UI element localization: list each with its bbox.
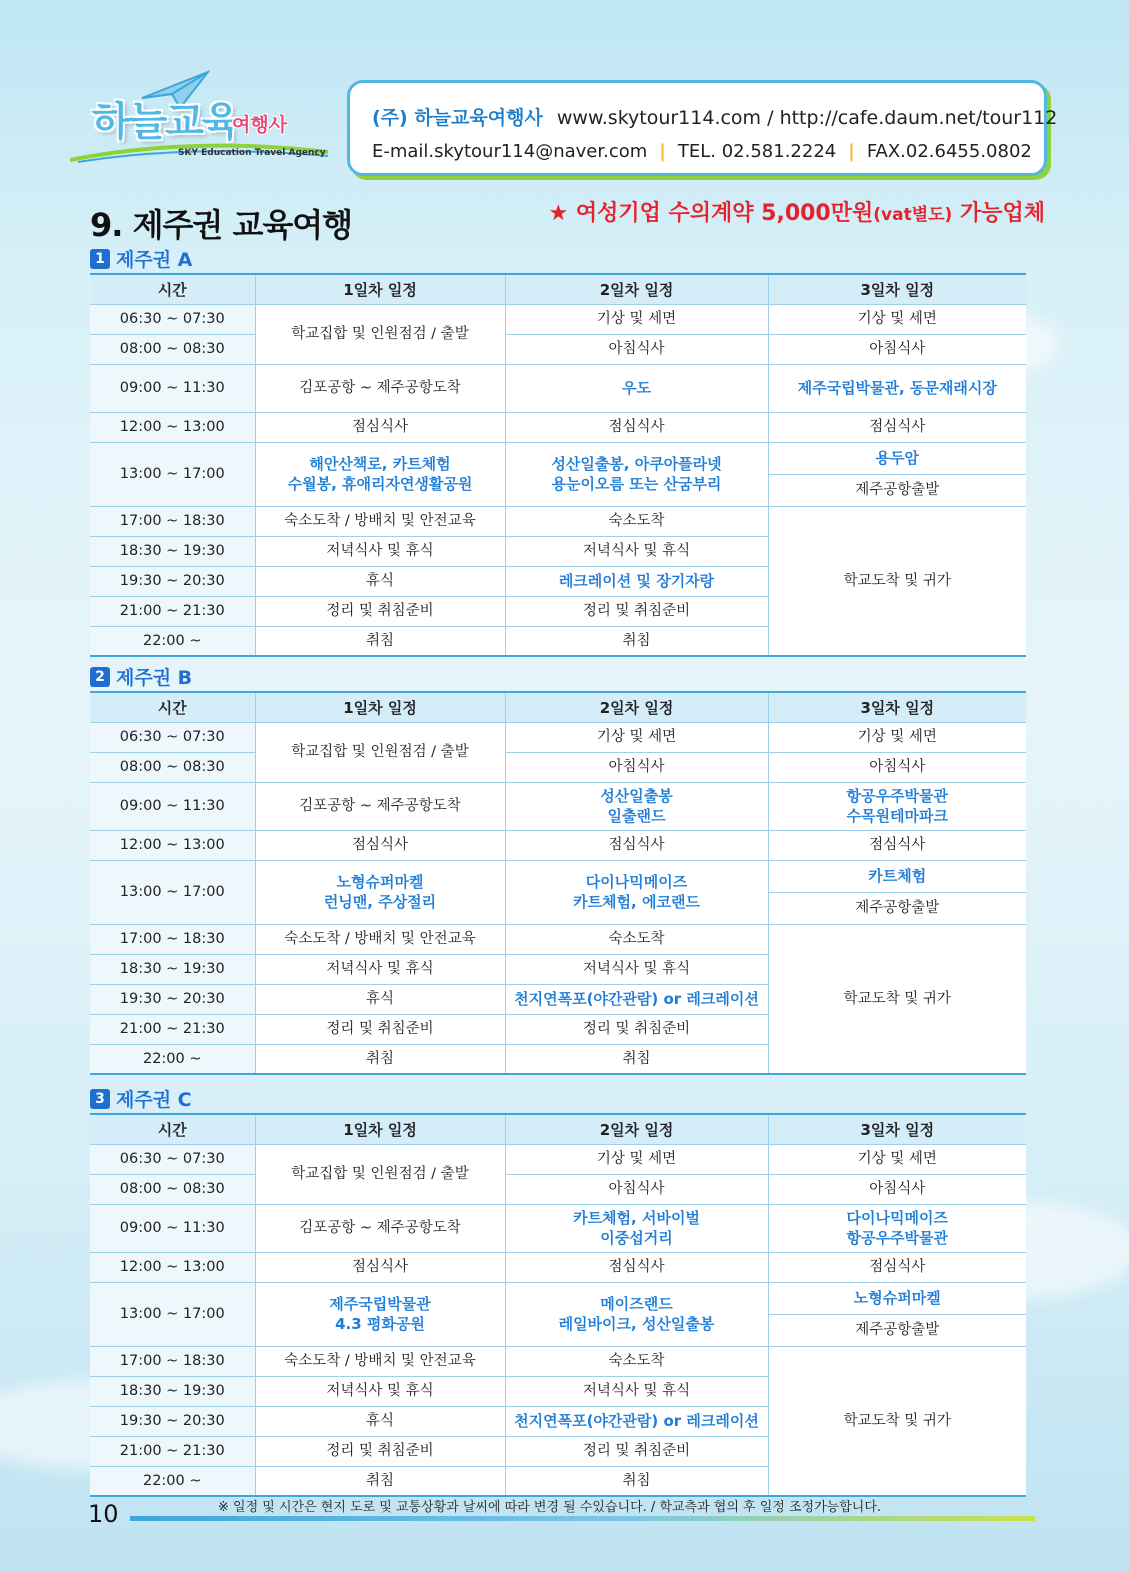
- section-header: [90, 245, 192, 272]
- schedule-cell: 기상 및 세면: [768, 304, 1026, 334]
- schedule-cell: 제주공항출발: [768, 1314, 1026, 1346]
- contact-line-web: [372, 103, 1057, 130]
- time-cell: 19:30 ~ 20:30: [90, 984, 255, 1014]
- time-cell: 19:30 ~ 20:30: [90, 566, 255, 596]
- page-title: 9. 제주권 교육여행: [90, 206, 353, 244]
- schedule-cell: 노형슈퍼마켈: [768, 1282, 1026, 1314]
- logo-english-text: SKY Education Travel Agency: [178, 148, 326, 158]
- schedule-cell: 정리 및 취침준비: [505, 596, 768, 626]
- schedule-line: 다이나믹메이즈: [846, 1209, 948, 1227]
- time-cell: 22:00 ~: [90, 1044, 255, 1074]
- header-day2: 2일차 일정: [505, 692, 768, 722]
- schedule-table-a: [90, 273, 1026, 657]
- contact-line-phone: [372, 141, 1032, 162]
- schedule-cell: 숙소도착: [505, 924, 768, 954]
- page-number: 10: [88, 1500, 119, 1528]
- header-day2: 2일차 일정: [505, 274, 768, 304]
- schedule-cell: 학교도착 및 귀가: [768, 924, 1026, 1074]
- schedule-cell: 아침식사: [768, 1174, 1026, 1204]
- schedule-cell: 점심식사: [768, 412, 1026, 442]
- notice-banner: [548, 196, 1045, 227]
- time-cell: 08:00 ~ 08:30: [90, 334, 255, 364]
- schedule-cell: 정리 및 취침준비: [505, 1436, 768, 1466]
- schedule-cell: 용두암: [768, 442, 1026, 474]
- time-cell: 18:30 ~ 19:30: [90, 536, 255, 566]
- schedule-cell: 레크레이션 및 장기자랑: [505, 566, 768, 596]
- schedule-cell: 숙소도착 / 방배치 및 안전교육: [255, 924, 505, 954]
- section-number-badge: 1: [90, 249, 110, 269]
- schedule-cell: 점심식사: [255, 830, 505, 860]
- schedule-cell: 기상 및 세면: [768, 722, 1026, 752]
- schedule-cell: 아침식사: [768, 334, 1026, 364]
- schedule-cell: 제주국립박물관, 동문재래시장: [768, 364, 1026, 412]
- schedule-cell: 김포공항 ~ 제주공항도착: [255, 1204, 505, 1252]
- time-cell: 06:30 ~ 07:30: [90, 1144, 255, 1174]
- schedule-cell: 저녁식사 및 휴식: [505, 536, 768, 566]
- schedule-cell: [255, 860, 505, 924]
- header-day3: 3일차 일정: [768, 692, 1026, 722]
- schedule-cell: 정리 및 취침준비: [255, 1014, 505, 1044]
- section-header: [90, 663, 192, 690]
- schedule-cell: [768, 1204, 1026, 1252]
- schedule-table-b: [90, 691, 1026, 1075]
- time-cell: 17:00 ~ 18:30: [90, 924, 255, 954]
- time-cell: 06:30 ~ 07:30: [90, 304, 255, 334]
- schedule-line: 해안산책로, 카트체험: [309, 455, 451, 473]
- schedule-cell: 숙소도착 / 방배치 및 안전교육: [255, 1346, 505, 1376]
- time-cell: 13:00 ~ 17:00: [90, 860, 255, 924]
- time-cell: 22:00 ~: [90, 1466, 255, 1496]
- schedule-cell: 기상 및 세면: [505, 1144, 768, 1174]
- schedule-line: 항공우주박물관: [846, 787, 948, 805]
- schedule-cell: 학교도착 및 귀가: [768, 1346, 1026, 1496]
- schedule-line: 일출랜드: [607, 807, 666, 825]
- time-cell: 13:00 ~ 17:00: [90, 1282, 255, 1346]
- fax-text: FAX.02.6455.0802: [866, 141, 1032, 162]
- schedule-cell: 우도: [505, 364, 768, 412]
- time-cell: 12:00 ~ 13:00: [90, 830, 255, 860]
- schedule-cell: 아침식사: [505, 1174, 768, 1204]
- schedule-line: 수월봉, 휴애리자연생활공원: [287, 475, 473, 493]
- header-time: 시간: [90, 274, 255, 304]
- time-cell: 09:00 ~ 11:30: [90, 364, 255, 412]
- schedule-cell: 저녁식사 및 휴식: [255, 1376, 505, 1406]
- notice-vat: (vat별도): [873, 205, 953, 225]
- schedule-cell: 제주공항출발: [768, 892, 1026, 924]
- time-cell: 22:00 ~: [90, 626, 255, 656]
- schedule-cell: [505, 442, 768, 506]
- header-day3: 3일차 일정: [768, 1114, 1026, 1144]
- schedule-line: 이중섭거리: [600, 1229, 673, 1247]
- schedule-line: 메이즈랜드: [600, 1295, 673, 1313]
- schedule-cell: 저녁식사 및 휴식: [255, 536, 505, 566]
- schedule-cell: 아침식사: [505, 334, 768, 364]
- schedule-cell: 천지연폭포(야간관람) or 레크레이션: [505, 984, 768, 1014]
- schedule-cell: [255, 442, 505, 506]
- schedule-line: 성산일출봉: [600, 787, 673, 805]
- schedule-cell: 저녁식사 및 휴식: [505, 1376, 768, 1406]
- schedule-cell: 점심식사: [505, 412, 768, 442]
- schedule-cell: 점심식사: [768, 1252, 1026, 1282]
- time-cell: 21:00 ~ 21:30: [90, 596, 255, 626]
- footnote: ※ 일정 및 시간은 현지 도로 및 교통상황과 날씨에 따라 변경 될 수있습니다. / 학교측과 협의 후 일정 조정가능합니다.: [218, 1500, 882, 1515]
- schedule-line: 수목원테마파크: [846, 807, 948, 825]
- schedule-cell: 김포공항 ~ 제주공항도착: [255, 782, 505, 830]
- schedule-cell: [255, 1282, 505, 1346]
- schedule-cell: [505, 782, 768, 830]
- header-day2: 2일차 일정: [505, 1114, 768, 1144]
- schedule-cell: 점심식사: [255, 412, 505, 442]
- schedule-cell: 학교집합 및 인원점검 / 출발: [255, 304, 505, 364]
- header-day1: 1일차 일정: [255, 692, 505, 722]
- schedule-line: 런닝맨, 주상절리: [323, 893, 437, 911]
- schedule-cell: 점심식사: [505, 1252, 768, 1282]
- schedule-cell: [505, 1204, 768, 1252]
- schedule-cell: 숙소도착: [505, 1346, 768, 1376]
- schedule-line: 성산일출봉, 아쿠아플라넷: [551, 455, 722, 473]
- schedule-table-c: [90, 1113, 1026, 1497]
- time-cell: 09:00 ~ 11:30: [90, 1204, 255, 1252]
- header-day3: 3일차 일정: [768, 274, 1026, 304]
- time-cell: 19:30 ~ 20:30: [90, 1406, 255, 1436]
- schedule-cell: 아침식사: [768, 752, 1026, 782]
- schedule-cell: 저녁식사 및 휴식: [255, 954, 505, 984]
- schedule-cell: 학교집합 및 인원점검 / 출발: [255, 1144, 505, 1204]
- footer-divider: [130, 1516, 1035, 1521]
- schedule-cell: 취침: [255, 1044, 505, 1074]
- notice-tail: 가능업체: [952, 201, 1045, 226]
- tel-text: TEL. 02.581.2224: [677, 141, 837, 162]
- section-title: 제주권 A: [116, 249, 193, 271]
- time-cell: 06:30 ~ 07:30: [90, 722, 255, 752]
- contact-info-box: [347, 80, 1058, 176]
- schedule-line: 카트체험, 서바이벌: [573, 1209, 700, 1227]
- schedule-cell: 학교집합 및 인원점검 / 출발: [255, 722, 505, 782]
- schedule-line: 카트체험, 에코랜드: [573, 893, 700, 911]
- schedule-cell: 숙소도착: [505, 506, 768, 536]
- schedule-cell: 휴식: [255, 566, 505, 596]
- schedule-cell: 휴식: [255, 1406, 505, 1436]
- time-cell: 08:00 ~ 08:30: [90, 1174, 255, 1204]
- schedule-cell: 점심식사: [768, 830, 1026, 860]
- section-title: 제주권 B: [116, 667, 193, 689]
- schedule-line: 노형슈퍼마켈: [336, 873, 424, 891]
- schedule-cell: 취침: [505, 1044, 768, 1074]
- schedule-cell: 제주공항출발: [768, 474, 1026, 506]
- notice-main: ★ 여성기업 수의계약 5,000만원: [548, 201, 874, 226]
- schedule-cell: 기상 및 세면: [768, 1144, 1026, 1174]
- schedule-cell: 정리 및 취침준비: [255, 1436, 505, 1466]
- section-number-badge: 3: [90, 1089, 110, 1109]
- schedule-cell: 아침식사: [505, 752, 768, 782]
- time-cell: 08:00 ~ 08:30: [90, 752, 255, 782]
- time-cell: 09:00 ~ 11:30: [90, 782, 255, 830]
- section-header: [90, 1085, 192, 1112]
- schedule-cell: 카트체험: [768, 860, 1026, 892]
- schedule-line: 항공우주박물관: [846, 1229, 948, 1247]
- schedule-line: 다이나믹메이즈: [585, 873, 688, 891]
- schedule-cell: 취침: [505, 626, 768, 656]
- header-time: 시간: [90, 692, 255, 722]
- email-text[interactable]: E-mail.skytour114@naver.com: [372, 141, 648, 162]
- schedule-line: 레일바이크, 성산일출봉: [558, 1315, 715, 1333]
- header-day1: 1일차 일정: [255, 1114, 505, 1144]
- schedule-cell: 정리 및 취침준비: [255, 596, 505, 626]
- schedule-cell: 김포공항 ~ 제주공항도착: [255, 364, 505, 412]
- schedule-cell: 점심식사: [255, 1252, 505, 1282]
- schedule-cell: [505, 860, 768, 924]
- schedule-line: 4.3 평화공원: [335, 1315, 425, 1333]
- header-time: 시간: [90, 1114, 255, 1144]
- schedule-line: 용눈이오름 또는 산굼부리: [551, 475, 722, 493]
- schedule-line: 제주국립박물관: [329, 1295, 431, 1313]
- company-name: (주) 하늘교육여행사: [372, 107, 543, 129]
- time-cell: 18:30 ~ 19:30: [90, 954, 255, 984]
- schedule-cell: 천지연폭포(야간관람) or 레크레이션: [505, 1406, 768, 1436]
- time-cell: 12:00 ~ 13:00: [90, 1252, 255, 1282]
- logo-main-text: 하늘교육: [92, 99, 239, 145]
- time-cell: 17:00 ~ 18:30: [90, 506, 255, 536]
- time-cell: 12:00 ~ 13:00: [90, 412, 255, 442]
- schedule-cell: 학교도착 및 귀가: [768, 506, 1026, 656]
- schedule-cell: 점심식사: [505, 830, 768, 860]
- time-cell: 17:00 ~ 18:30: [90, 1346, 255, 1376]
- cafe-link[interactable]: http://cafe.daum.net/tour112: [779, 107, 1058, 129]
- separator: |: [659, 141, 666, 162]
- logo-sub-text: 여행사: [232, 114, 288, 136]
- time-cell: 21:00 ~ 21:30: [90, 1436, 255, 1466]
- schedule-cell: 취침: [255, 626, 505, 656]
- schedule-cell: [505, 1282, 768, 1346]
- schedule-cell: [768, 782, 1026, 830]
- schedule-cell: 기상 및 세면: [505, 722, 768, 752]
- header-day1: 1일차 일정: [255, 274, 505, 304]
- time-cell: 13:00 ~ 17:00: [90, 442, 255, 506]
- schedule-cell: 정리 및 취침준비: [505, 1014, 768, 1044]
- schedule-cell: 휴식: [255, 984, 505, 1014]
- separator: |: [848, 141, 855, 162]
- time-cell: 21:00 ~ 21:30: [90, 1014, 255, 1044]
- schedule-cell: 취침: [255, 1466, 505, 1496]
- schedule-cell: 저녁식사 및 휴식: [505, 954, 768, 984]
- schedule-cell: 기상 및 세면: [505, 304, 768, 334]
- schedule-cell: 숙소도착 / 방배치 및 안전교육: [255, 506, 505, 536]
- section-title: 제주권 C: [116, 1089, 192, 1111]
- time-cell: 18:30 ~ 19:30: [90, 1376, 255, 1406]
- schedule-cell: 취침: [505, 1466, 768, 1496]
- company-logo: [70, 70, 340, 170]
- section-number-badge: 2: [90, 667, 110, 687]
- website-link[interactable]: www.skytour114.com /: [556, 107, 774, 129]
